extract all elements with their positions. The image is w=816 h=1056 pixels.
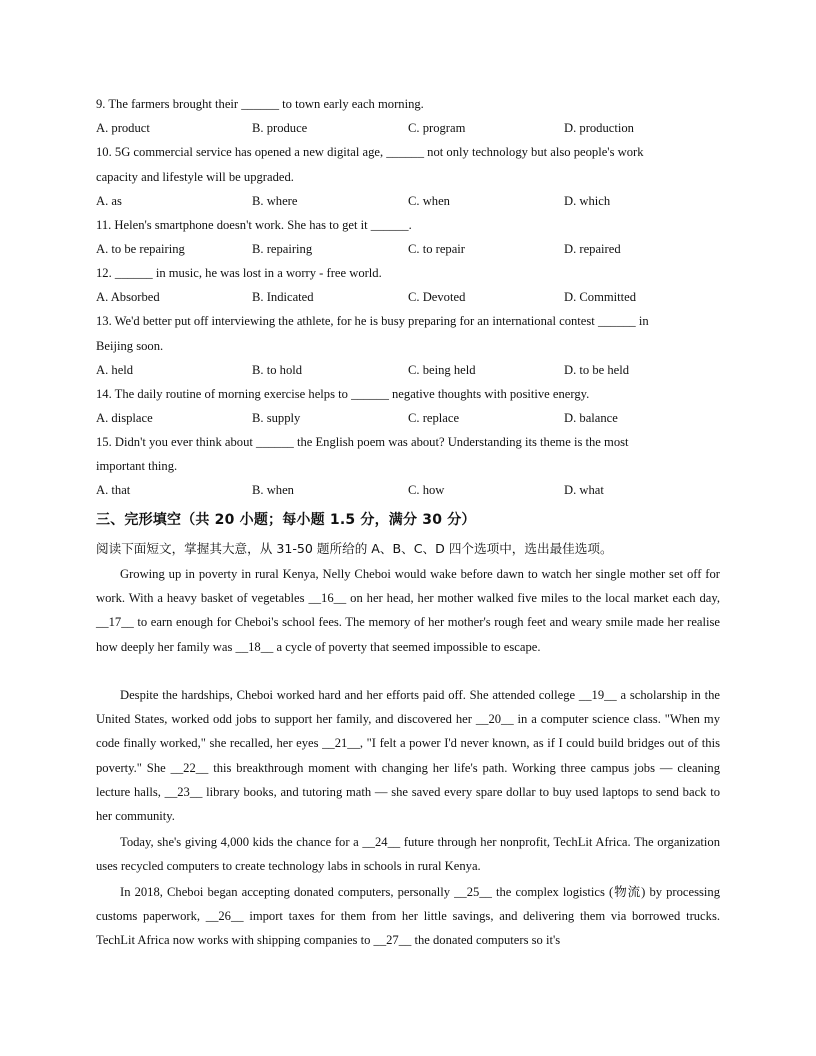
question-9-stem: 9. The farmers brought their ______ to town early each morning.	[96, 97, 424, 111]
question-14-stem: 14. The daily routine of morning exercise helps to ______ negative thoughts with positive energy.	[96, 387, 590, 401]
section-heading: 三、完形填空（共 20 小题；每小题 1.5 分，满分 30 分）	[96, 512, 476, 528]
question-10-stem: 10. 5G commercial service has opened a new digital age, ______ not only technology but also people's work	[96, 145, 644, 159]
passage-paragraph-2: Despite the hardships, Cheboi worked hard and her efforts paid off. She attended college __19__ a scholarship in the United States, worked odd jobs to support her family, and discovered her __20__ in a computer science class. "When my code finally worked," she recalled, her eyes __21__, "I felt a power I'd never known, as if I could build bridges out of this poverty." She __22__ this breakthrough moment with changing her life's path. Working three campus jobs — cleaning lecture halls, __23__ library books, and tutoring math — she saved every spare dollar to buy used laptops to send back to her community.	[96, 688, 720, 824]
question-11-options	[96, 241, 736, 257]
option-d: D. repaired	[564, 242, 621, 256]
option-a: A. Absorbed	[96, 290, 160, 304]
option-b: B. when	[252, 483, 294, 497]
option-c: C. how	[408, 483, 445, 497]
option-b: B. where	[252, 194, 298, 208]
option-a: A. product	[96, 121, 150, 135]
option-c: C. replace	[408, 411, 460, 425]
question-11-stem: 11. Helen's smartphone doesn't work. She has to get it ______.	[96, 218, 412, 232]
question-9-options	[96, 120, 736, 136]
option-d: D. balance	[564, 411, 618, 425]
question-15-stem: 15. Didn't you ever think about ______ the English poem was about? Understanding its theme is the most	[96, 435, 629, 449]
option-c: C. being held	[408, 363, 476, 377]
question-13-stem: 13. We'd better put off interviewing the athlete, for he is busy preparing for an international contest ______ in	[96, 314, 649, 328]
option-d: D. which	[564, 194, 611, 208]
option-b: B. repairing	[252, 242, 313, 256]
question-10-options	[96, 193, 736, 209]
passage-paragraph-1: Growing up in poverty in rural Kenya, Nelly Cheboi would wake before dawn to watch her single mother set off for work. With a heavy basket of vegetables __16__ on her head, her mother walked five miles to the local market each day, __17__ to earn enough for Cheboi's school fees. The memory of her mother's rough feet and weary smile made her realise how deeply her family was __18__ a cycle of poverty that seemed impossible to escape.	[96, 567, 720, 654]
question-13-stem-cont: Beijing soon.	[96, 339, 164, 353]
question-13-options	[96, 362, 736, 378]
option-a: A. as	[96, 194, 122, 208]
option-b: B. Indicated	[252, 290, 314, 304]
question-12-options	[96, 289, 736, 305]
option-d: D. to be held	[564, 363, 630, 377]
section-instruction: 阅读下面短文，掌握其大意，从 31-50 题所给的 A、B、C、D 四个选项中，选出最佳选项。	[96, 541, 613, 556]
option-a: A. held	[96, 363, 134, 377]
question-10-stem-cont: capacity and lifestyle will be upgraded.	[96, 170, 294, 184]
passage-paragraph-4: In 2018, Cheboi began accepting donated computers, personally __25__ the complex logistics (物流) by processing customs paperwork, __26__ import taxes for them from her little savings, and delivering them via borrowed trucks. TechLit Africa now works with shipping companies to __27__ the donated computers so it's	[96, 885, 720, 948]
option-b: B. produce	[252, 121, 308, 135]
question-12-stem: 12. ______ in music, he was lost in a worry - free world.	[96, 266, 382, 280]
option-c: C. to repair	[408, 242, 466, 256]
option-d: D. production	[564, 121, 634, 135]
option-c: C. when	[408, 194, 450, 208]
option-a: A. that	[96, 483, 131, 497]
option-d: D. Committed	[564, 290, 637, 304]
option-b: B. to hold	[252, 363, 303, 377]
option-a: A. to be repairing	[96, 242, 185, 256]
option-c: C. Devoted	[408, 290, 466, 304]
question-15-options	[96, 482, 736, 498]
passage-paragraph-3: Today, she's giving 4,000 kids the chance for a __24__ future through her nonprofit, TechLit Africa. The organization uses recycled computers to create technology labs in schools in rural Kenya.	[96, 835, 720, 874]
question-14-options	[96, 410, 736, 426]
option-b: B. supply	[252, 411, 301, 425]
option-d: D. what	[564, 483, 604, 497]
option-c: C. program	[408, 121, 466, 135]
option-a: A. displace	[96, 411, 153, 425]
question-15-stem-cont: important thing.	[96, 459, 178, 473]
